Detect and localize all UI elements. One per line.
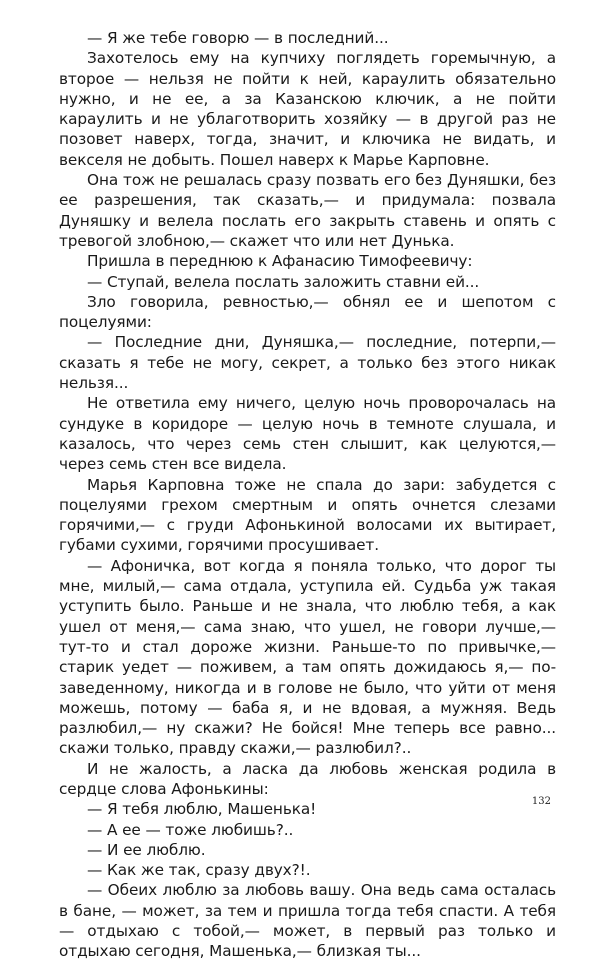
page-number: 132 (531, 796, 551, 807)
paragraph: — Как же так, сразу двух?!. (87, 861, 311, 880)
paragraph: Зло говорила, ревностью,— обнял ее и шепотом с поцелуями: (59, 292, 556, 332)
paragraph: Не ответила ему ничего, целую ночь проворочалась на сундуке в коридоре — целую ночь в темноте слушала, и казалось, что через семь стен слышит, как целуются,— через семь стен все видела. (59, 394, 556, 474)
page-body (59, 28, 556, 962)
paragraph: — Ступай, велела послать заложить ставни ей... (87, 272, 480, 291)
paragraph: Пришла в переднюю к Афанасию Тимофеевичу: (87, 252, 473, 271)
paragraph: — Афоничка, вот когда я поняла только, что дорог ты мне, милый,— сама отдала, уступила ей. Судьба уж такая уступить было. Раньше и не знала, что люблю тебя, а как ушел от меня,— сама знаю, что ушел, не говори лучше,— тут-то и стал дороже жизни. Раньше-то по привычке,— старик уедет — поживем, а там опять дожидаюсь я,— по-заведенному, никогда и в голове не было, что уйти от меня можешь, потому — баба я, и не вдовая, а мужняя. Ведь разлюбил,— ну скажи? Не бойся! Мне теперь все равно... скажи только, правду скажи,— разлюбил?.. (59, 556, 556, 758)
paragraph: — А ее — тоже любишь?.. (87, 820, 294, 839)
paragraph: — Я тебя люблю, Машенька! (87, 800, 317, 819)
paragraph: — Обеих люблю за любовь вашу. Она ведь сама осталась в бане, — может, за тем и пришла тогда тебя спасти. А тебя — отдыхаю с тобой,— может, в первый раз только и отдыхаю сегодня, Машенька,— близкая ты... (59, 881, 556, 961)
paragraph: — Я же тебе говорю — в последний... (87, 29, 389, 47)
paragraph: — Последние дни, Дуняшка,— последние, потерпи,— сказать я тебе не могу, секрет, а только без этого никак нельзя... (59, 333, 556, 393)
paragraph: Она тож не решалась сразу позвать его без Дуняшки, без ее разрешения, так сказать,— и придумала: позвала Дуняшку и велела послать его закрыть ставень и опять с тревогой злобною,— скажет что или нет Дунька. (59, 171, 556, 250)
paragraph: Захотелось ему на купчиху поглядеть горемычную, а второе — нельзя не пойти к ней, караулить обязательно нужно, и не ее, а за Казанскою ключик, а не пойти караулить и не ублаготворить хозяйку — в другой раз не позовет наверх, тогда, значит, и ключика не видать, и векселя не добыть. Пошел наверх к Марье Карповне. (59, 49, 556, 169)
paragraph: — И ее люблю. (87, 840, 206, 859)
paragraph: Марья Карповна тоже не спала до зари: забудется с поцелуями грехом смертным и опять очнется слезами горячими,— с груди Афонькиной волосами их вытирает, губами сухими, горячими просушивает. (59, 475, 556, 555)
paragraph: И не жалость, а ласка да любовь женская родила в сердце слова Афонькины: (59, 759, 556, 798)
